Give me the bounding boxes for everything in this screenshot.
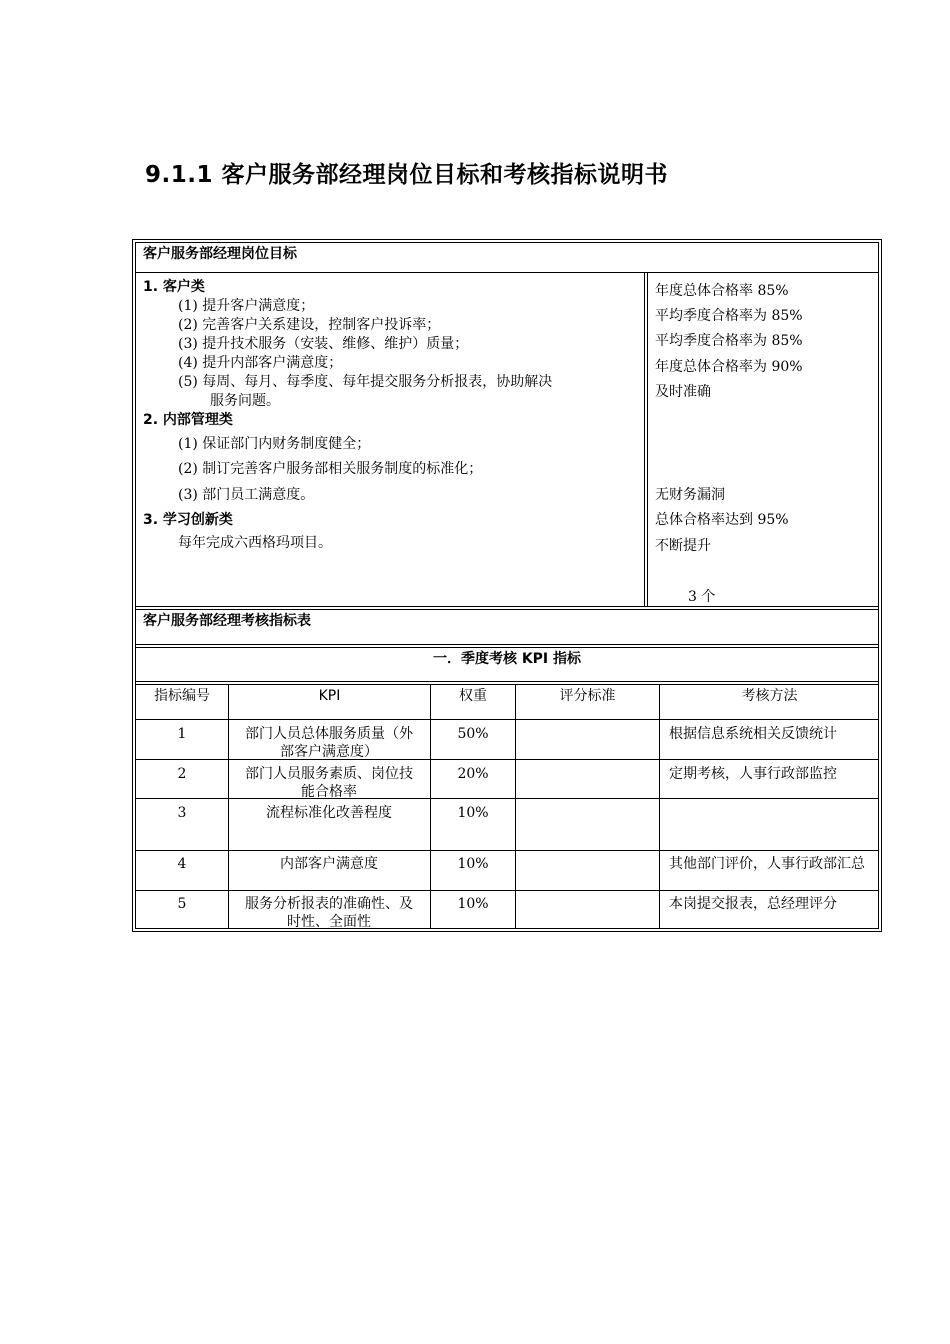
- divider: [135, 684, 879, 685]
- section-heading: 2. 内部管理类: [143, 412, 233, 428]
- target-value: 3 个: [688, 589, 716, 605]
- list-item: 服务问题。: [210, 393, 280, 409]
- section-heading: 1. 客户类: [143, 279, 205, 295]
- table-cell: 50%: [457, 726, 489, 742]
- table-cell: 4: [177, 856, 187, 872]
- column-header: 评分标准: [559, 688, 616, 704]
- list-item: (1) 保证部门内财务制度健全；: [178, 436, 371, 452]
- target-value: 年度总体合格率为 90%: [655, 359, 803, 375]
- divider: [135, 681, 879, 682]
- list-item: (4) 提升内部客户满意度；: [178, 355, 343, 371]
- divider: [135, 606, 879, 607]
- target-value: 不断提升: [655, 538, 711, 554]
- list-item: (2) 制订完善客户服务部相关服务制度的标准化；: [178, 461, 483, 477]
- table-cell: 根据信息系统相关反馈统计: [669, 726, 837, 742]
- page-title: 9.1.1 客户服务部经理岗位目标和考核指标说明书: [145, 162, 668, 188]
- table-cell: 2: [177, 766, 187, 782]
- column-header: 指标编号: [154, 688, 210, 704]
- table-cell: 服务分析报表的准确性、及时性、全面性: [245, 896, 413, 930]
- divider: [659, 684, 660, 929]
- table-cell: 定期考核，人事行政部监控: [669, 766, 837, 782]
- divider: [135, 644, 879, 645]
- target-value: 平均季度合格率为 85%: [655, 308, 803, 324]
- table-cell: 1: [177, 726, 187, 742]
- table-cell: 10%: [457, 805, 489, 821]
- table-cell: 3: [177, 805, 187, 821]
- list-item: 每年完成六西格玛项目。: [178, 535, 332, 551]
- divider: [135, 272, 879, 273]
- table-cell: 20%: [457, 766, 489, 782]
- divider: [135, 719, 879, 720]
- divider: [515, 684, 516, 929]
- column-header: 考核方法: [741, 688, 798, 704]
- section-heading: 3. 学习创新类: [143, 512, 233, 528]
- kpi-header: 客户服务部经理考核指标表: [143, 613, 311, 629]
- table-cell: 部门人员服务素质、岗位技能合格率: [245, 766, 413, 800]
- target-value: 年度总体合格率 85%: [655, 283, 789, 299]
- table-cell: 其他部门评价，人事行政部汇总: [669, 856, 865, 872]
- table-cell: 10%: [457, 856, 489, 872]
- target-value: 总体合格率达到 95%: [655, 512, 789, 528]
- kpi-subheader: 一．季度考核 KPI 指标: [432, 651, 582, 667]
- divider: [135, 609, 879, 610]
- table-cell: 10%: [457, 896, 489, 912]
- table-cell: 内部客户满意度: [280, 856, 378, 872]
- divider: [135, 890, 879, 891]
- column-header: 权重: [459, 688, 487, 704]
- divider: [135, 647, 879, 648]
- divider: [135, 850, 879, 851]
- divider: [644, 272, 645, 607]
- target-value: 平均季度合格率为 85%: [655, 333, 803, 349]
- divider: [647, 272, 648, 607]
- target-value: 及时准确: [655, 384, 711, 400]
- table-cell: 流程标准化改善程度: [266, 805, 392, 821]
- table-cell: 本岗提交报表，总经理评分: [669, 896, 837, 912]
- list-item: (1) 提升客户满意度；: [178, 298, 315, 314]
- divider: [228, 684, 229, 929]
- column-header: KPI: [318, 688, 341, 704]
- table-cell: 5: [177, 896, 187, 912]
- target-value: 无财务漏洞: [655, 487, 725, 503]
- list-item: (3) 提升技术服务（安装、维修、维护）质量；: [178, 336, 469, 352]
- list-item: (5) 每周、每月、每季度、每年提交服务分析报表，协助解决: [178, 374, 553, 390]
- goals-header: 客户服务部经理岗位目标: [143, 246, 297, 262]
- list-item: (3) 部门员工满意度。: [178, 487, 315, 503]
- list-item: (2) 完善客户关系建设，控制客户投诉率；: [178, 317, 441, 333]
- table-cell: 部门人员总体服务质量（外部客户满意度）: [245, 726, 413, 760]
